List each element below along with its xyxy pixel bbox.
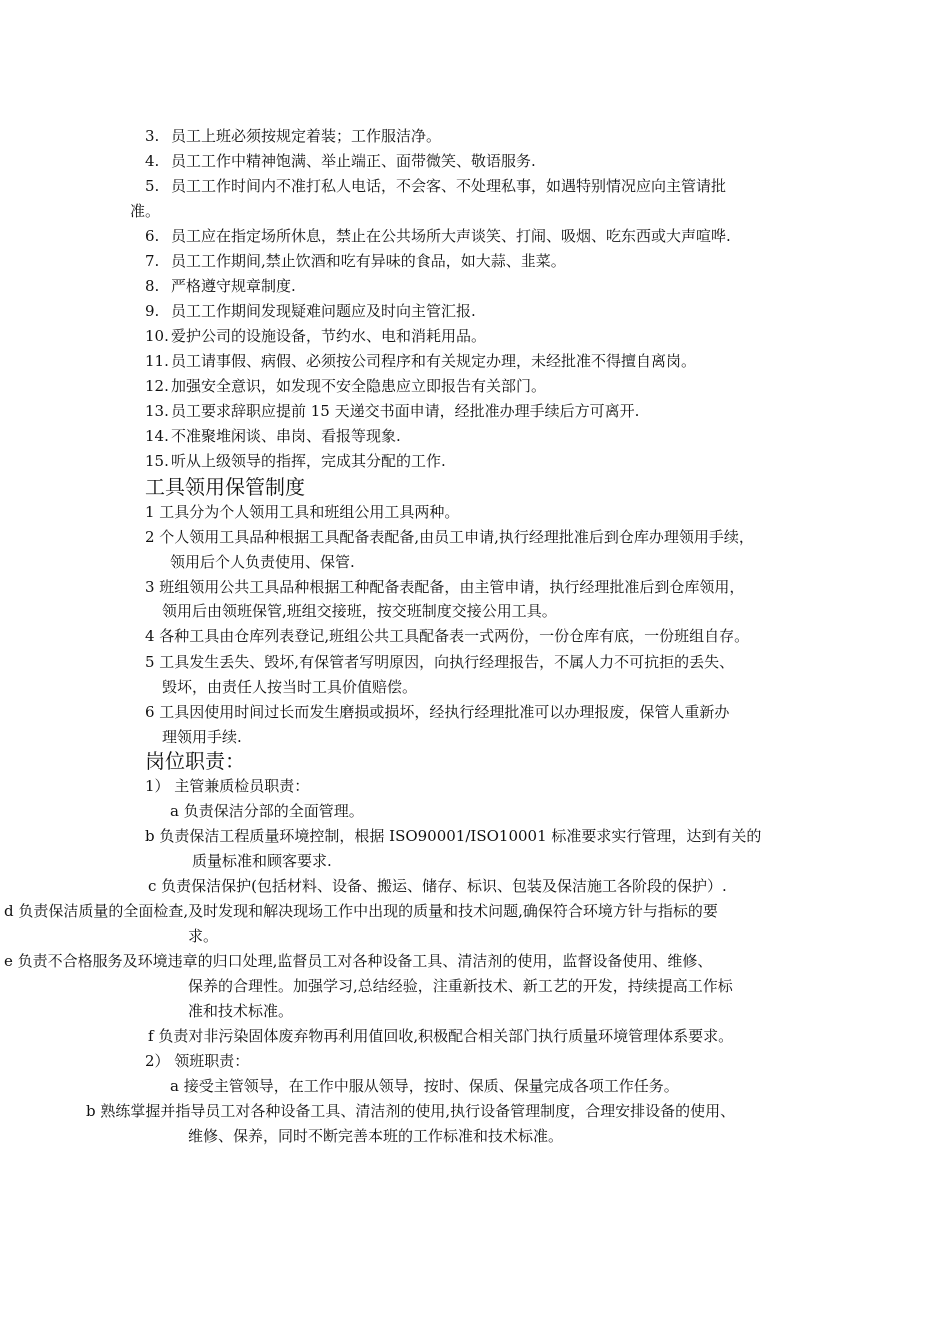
- tools-item-3: 3 班组领用公共工具品种根据工种配备表配备，由主管申请，执行经理批准后到仓库领用，: [145, 578, 745, 596]
- rule-text: 听从上级领导的指挥，完成其分配的工作.: [171, 452, 446, 470]
- rule-text: 不准聚堆闲谈、串岗、看报等现象.: [171, 427, 401, 445]
- rule-text: 员工要求辞职应提前 15 天递交书面申请，经批准办理手续后方可离开.: [171, 402, 640, 420]
- rule-item-10: [145, 326, 486, 346]
- rule-item-11: [145, 351, 696, 371]
- rule-item-13: [145, 401, 639, 421]
- duty-1c: c 负责保洁保护(包括材料、设备、搬运、储存、标识、包装及保洁施工各阶段的保护）.: [148, 877, 727, 895]
- duty-1e-cont: 保养的合理性。加强学习,总结经验，注重新技术、新工艺的开发，持续提高工作标: [188, 977, 733, 995]
- rule-item-8: [145, 276, 296, 296]
- duty-1e-cont-2: 准和技术标准。: [188, 1002, 294, 1020]
- rule-text: 员工工作期间,禁止饮酒和吃有异味的食品，如大蒜、韭菜。: [171, 252, 566, 270]
- rule-item-14: [145, 426, 401, 446]
- rule-number: 15.: [145, 452, 169, 470]
- tools-item-6: 6 工具因使用时间过长而发生磨损或损坏，经执行经理批准可以办理报废，保管人重新办: [145, 703, 730, 721]
- tools-item-5-cont: 毁坏，由责任人按当时工具价值赔偿。: [162, 678, 418, 696]
- duty-2b: b 熟练掌握并指导员工对各种设备工具、清洁剂的使用,执行设备管理制度，合理安排设备的使用、: [86, 1102, 736, 1120]
- rule-number: 5.: [145, 177, 160, 195]
- rule-item-9: [145, 301, 476, 321]
- rule-text: 员工工作时间内不准打私人电话，不会客、不处理私事，如遇特别情况应向主管请批: [171, 177, 727, 195]
- duty-2a: a 接受主管领导，在工作中服从领导，按时、保质、保量完成各项工作任务。: [170, 1077, 679, 1095]
- duties-heading: 岗位职责：: [145, 749, 245, 773]
- rule-number: 13.: [145, 402, 169, 420]
- rule-text: 员工请事假、病假、必须按公司程序和有关规定办理，未经批准不得擅自离岗。: [171, 352, 697, 370]
- rule-number: 14.: [145, 427, 169, 445]
- rule-item-5-cont: 准。: [130, 202, 161, 220]
- rule-item-6: [145, 226, 731, 246]
- rule-number: 8.: [145, 277, 160, 295]
- duty-2b-cont: 维修、保养，同时不断完善本班的工作标准和技术标准。: [188, 1127, 564, 1145]
- rule-item-15: [145, 451, 446, 471]
- rule-number: 11.: [145, 352, 169, 370]
- tools-item-2-cont: 领用后个人负责使用、保管.: [170, 553, 355, 571]
- rule-item-3: [145, 126, 441, 146]
- tools-item-4: 4 各种工具由仓库列表登记,班组公共工具配备表一式两份，一份仓库有底，一份班组自存。: [145, 627, 750, 645]
- tools-item-6-cont: 理领用手续.: [162, 728, 242, 746]
- duty-1d: d 负责保洁质量的全面检查,及时发现和解决现场工作中出现的质量和技术问题,确保符合环境方针与指标的要: [4, 902, 718, 920]
- rule-text: 员工工作期间发现疑难问题应及时向主管汇报.: [171, 302, 476, 320]
- tools-item-5: 5 工具发生丢失、毁坏,有保管者写明原因，向执行经理报告，不属人力不可抗拒的丢失、: [145, 653, 735, 671]
- rule-number: 4.: [145, 152, 160, 170]
- rule-number: 7.: [145, 252, 160, 270]
- duty-1f: f 负责对非污染固体废弃物再利用值回收,积极配合相关部门执行质量环境管理体系要求。: [148, 1027, 734, 1045]
- rule-item-5: [145, 176, 726, 196]
- duties-section-2-title: 2） 领班职责：: [145, 1052, 250, 1070]
- rule-number: 10.: [145, 327, 169, 345]
- tools-item-1: 1 工具分为个人领用工具和班组公用工具两种。: [145, 503, 460, 521]
- duty-1b-cont: 质量标准和顾客要求.: [192, 852, 332, 870]
- rule-number: 12.: [145, 377, 169, 395]
- rule-text: 严格遵守规章制度.: [171, 277, 296, 295]
- rule-item-7: [145, 251, 566, 271]
- rule-number: 3.: [145, 127, 160, 145]
- duty-1a: a 负责保洁分部的全面管理。: [170, 802, 364, 820]
- duty-1d-cont: 求。: [188, 927, 219, 945]
- rule-number: 6.: [145, 227, 160, 245]
- rule-text: 员工工作中精神饱满、举止端正、面带微笑、敬语服务.: [171, 152, 536, 170]
- tools-heading: 工具领用保管制度: [145, 475, 305, 499]
- rule-text: 员工应在指定场所休息，禁止在公共场所大声谈笑、打闹、吸烟、吃东西或大声喧哗.: [171, 227, 731, 245]
- duty-1b: b 负责保洁工程质量环境控制，根据 ISO90001/ISO10001 标准要求实行管理，达到有关的: [145, 827, 762, 845]
- rule-number: 9.: [145, 302, 160, 320]
- tools-item-3-cont: 领用后由领班保管,班组交接班，按交班制度交接公用工具。: [162, 602, 557, 620]
- duties-section-1-title: 1） 主管兼质检员职责：: [145, 777, 310, 795]
- rule-item-12: [145, 376, 546, 396]
- rule-text: 加强安全意识，如发现不安全隐患应立即报告有关部门。: [171, 377, 547, 395]
- duty-1e: e 负责不合格服务及环境违章的归口处理,监督员工对各种设备工具、清洁剂的使用，监督设备使用、维修、: [4, 952, 713, 970]
- rule-text: 员工上班必须按规定着装；工作服洁净。: [171, 127, 442, 145]
- rule-text: 爱护公司的设施设备，节约水、电和消耗用品。: [171, 327, 487, 345]
- rule-item-4: [145, 151, 536, 171]
- tools-item-2: 2 个人领用工具品种根据工具配备表配备,由员工申请,执行经理批准后到仓库办理领用手续，: [145, 528, 754, 546]
